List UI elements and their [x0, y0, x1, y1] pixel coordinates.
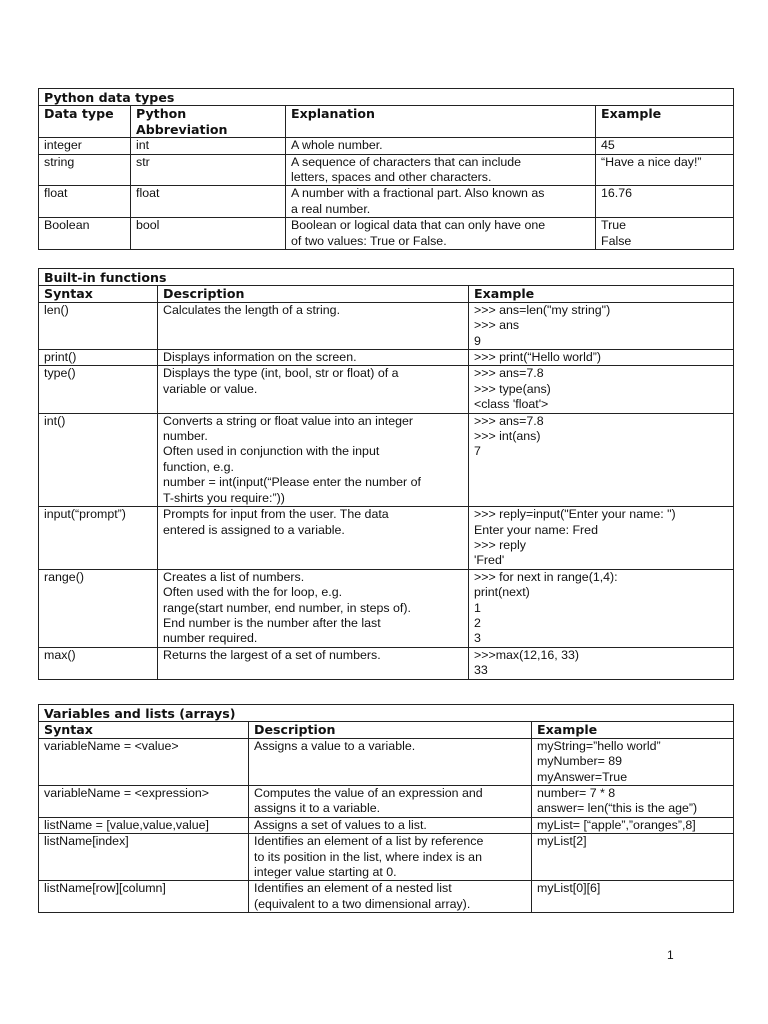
cell-syntax: int()	[39, 413, 158, 506]
cell-abbreviation: str	[131, 154, 286, 186]
cell-data-type: string	[39, 154, 131, 186]
cell-description: Creates a list of numbers. Often used with the for loop, e.g. range(start number, end number, in steps of). End number is the number after the last number required.	[158, 569, 469, 647]
built-in-functions-table	[38, 268, 734, 680]
cell-description: Displays the type (int, bool, str or float) of a variable or value.	[158, 366, 469, 413]
cell-description: Assigns a value to a variable.	[249, 738, 532, 785]
table-row	[39, 302, 734, 349]
cell-syntax: input(“prompt”)	[39, 507, 158, 570]
cell-data-type: float	[39, 186, 131, 218]
table-row	[39, 817, 734, 833]
cell-example: >>> ans=7.8 >>> int(ans) 7	[469, 413, 734, 506]
header-example: Example	[596, 106, 734, 138]
cell-syntax: listName = [value,value,value]	[39, 817, 249, 833]
cell-example: >>>max(12,16, 33) 33	[469, 647, 734, 679]
header-data-type: Data type	[39, 106, 131, 138]
cell-abbreviation: int	[131, 138, 286, 154]
cell-syntax: listName[index]	[39, 834, 249, 881]
cell-example: 16.76	[596, 186, 734, 218]
cell-syntax: variableName = <expression>	[39, 786, 249, 818]
cell-syntax: len()	[39, 302, 158, 349]
table-title: Python data types	[39, 89, 734, 106]
cell-syntax: variableName = <value>	[39, 738, 249, 785]
table-row	[39, 647, 734, 679]
cell-syntax: range()	[39, 569, 158, 647]
cell-explanation: A number with a fractional part. Also known as a real number.	[286, 186, 596, 218]
header-example: Example	[469, 286, 734, 302]
table-title: Variables and lists (arrays)	[39, 705, 734, 722]
cell-description: Displays information on the screen.	[158, 350, 469, 366]
cell-example: >>> ans=len("my string") >>> ans 9	[469, 302, 734, 349]
page-number: 1	[667, 948, 674, 962]
header-syntax: Syntax	[39, 286, 158, 302]
cell-example: >>> print(“Hello world”)	[469, 350, 734, 366]
header-syntax: Syntax	[39, 722, 249, 738]
cell-example: “Have a nice day!”	[596, 154, 734, 186]
cell-explanation: Boolean or logical data that can only have one of two values: True or False.	[286, 218, 596, 250]
table-row	[39, 507, 734, 570]
table-title: Built-in functions	[39, 269, 734, 286]
cell-explanation: A sequence of characters that can include letters, spaces and other characters.	[286, 154, 596, 186]
table-row	[39, 186, 734, 218]
cell-syntax: print()	[39, 350, 158, 366]
cell-syntax: type()	[39, 366, 158, 413]
cell-example: number= 7 * 8 answer= len(“this is the age”)	[532, 786, 734, 818]
header-example: Example	[532, 722, 734, 738]
table-row	[39, 218, 734, 250]
cell-data-type: integer	[39, 138, 131, 154]
cell-example: myList[2]	[532, 834, 734, 881]
cell-description: Identifies an element of a nested list (equivalent to a two dimensional array).	[249, 881, 532, 913]
cell-description: Identifies an element of a list by reference to its position in the list, where index is an integer value starting at 0.	[249, 834, 532, 881]
python-data-types-table	[38, 88, 734, 250]
table-row	[39, 154, 734, 186]
table-row	[39, 738, 734, 785]
cell-description: Returns the largest of a set of numbers.	[158, 647, 469, 679]
cell-description: Calculates the length of a string.	[158, 302, 469, 349]
cell-example: myString=”hello world” myNumber= 89 myAnswer=True	[532, 738, 734, 785]
cell-description: Assigns a set of values to a list.	[249, 817, 532, 833]
cell-example: >>> for next in range(1,4): print(next) 1 2 3	[469, 569, 734, 647]
cell-syntax: listName[row][column]	[39, 881, 249, 913]
table-row	[39, 881, 734, 913]
cell-abbreviation: bool	[131, 218, 286, 250]
table-row	[39, 366, 734, 413]
cell-description: Converts a string or float value into an integer number. Often used in conjunction with the input function, e.g. number = int(input(“Please enter the number of T-shirts you require:”))	[158, 413, 469, 506]
table-row	[39, 834, 734, 881]
cell-description: Prompts for input from the user. The data entered is assigned to a variable.	[158, 507, 469, 570]
cell-description: Computes the value of an expression and assigns it to a variable.	[249, 786, 532, 818]
cell-syntax: max()	[39, 647, 158, 679]
cell-example: >>> reply=input("Enter your name: ") Enter your name: Fred >>> reply 'Fred'	[469, 507, 734, 570]
table-row	[39, 138, 734, 154]
header-description: Description	[158, 286, 469, 302]
cell-data-type: Boolean	[39, 218, 131, 250]
cell-example: True False	[596, 218, 734, 250]
cell-example: myList[0][6]	[532, 881, 734, 913]
table-row	[39, 413, 734, 506]
cell-example: 45	[596, 138, 734, 154]
header-python-abbreviation: Python Abbreviation	[131, 106, 286, 138]
table-row	[39, 786, 734, 818]
header-explanation: Explanation	[286, 106, 596, 138]
cell-abbreviation: float	[131, 186, 286, 218]
header-description: Description	[249, 722, 532, 738]
variables-and-lists-table	[38, 704, 734, 913]
cell-example: myList= [“apple”,”oranges”,8]	[532, 817, 734, 833]
cell-example: >>> ans=7.8 >>> type(ans) <class 'float'>	[469, 366, 734, 413]
table-row	[39, 350, 734, 366]
table-row	[39, 569, 734, 647]
cell-explanation: A whole number.	[286, 138, 596, 154]
